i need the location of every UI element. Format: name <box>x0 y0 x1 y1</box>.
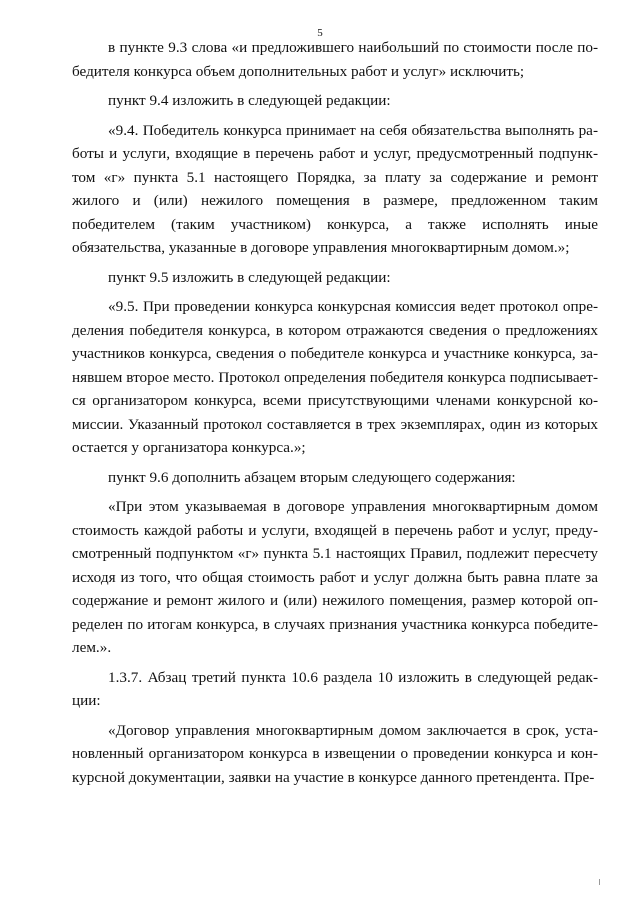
paragraph-9-6-text: «При этом указываемая в договоре управления многоквартирным домом стоимость каждой работы и услуги, входящей в перечень работ и услуг, предусмотренный подпунктом «г» пункта 5.1 настоящих Правил, подлежит пересчету исходя из того, что общая стоимость работ и услуг должна быть равна плате за содержание и ремонт жилого и (или) нежилого помещения, размер которой определен по итогам конкурса, в случаях признания участника конкурса победителем.». <box>72 498 598 656</box>
paragraph-9-6-intro: пункт 9.6 дополнить абзацем вторым следующего содержания: <box>108 468 516 486</box>
paragraph-9-3-amendment: в пункте 9.3 слова «и предложившего наибольший по стоимости после победителя конкурса объем дополнительных работ и услуг» исключить; <box>72 39 598 80</box>
document-body <box>72 36 598 789</box>
page-number: 5 <box>317 27 323 39</box>
paragraph-9-5-intro: пункт 9.5 изложить в следующей редакции: <box>108 268 391 286</box>
scan-mark <box>599 879 600 885</box>
paragraph-9-4-text: «9.4. Победитель конкурса принимает на себя обязательства выполнять работы и услуги, входящие в перечень работ и услуг, предусмотренный подпунктом «г» пункта 5.1 настоящего Порядка, за плату за содержание и ремонт жилого и (или) нежилого помещения в размере, предложенном таким победителем (таким участником) конкурса, а также исполнять иные обязательства, указанные в договоре управления многоквартирным домом.»; <box>72 121 598 256</box>
paragraph-9-4-intro: пункт 9.4 изложить в следующей редакции: <box>108 92 391 109</box>
paragraph-10-6-text: «Договор управления многоквартирным домом заключается в срок, установленный организатором конкурса в извещении о проведении конкурса и конкурсной документации, заявки на участие в конкурсе данного претендента. Пре- <box>72 721 598 786</box>
paragraph-1-3-7-intro: 1.3.7. Абзац третий пункта 10.6 раздела 10 изложить в следующей редакции: <box>72 668 598 709</box>
paragraph-9-5-text: «9.5. При проведении конкурса конкурсная комиссия ведет протокол определения победителя конкурса, в котором отражаются сведения о предложениях участников конкурса, сведения о победителе конкурса и участнике конкурса, занявшем второе место. Протокол определения победителя конкурса подписывается организатором конкурса, всеми присутствующими членами конкурсной комиссии. Указанный протокол составляется в трех экземплярах, один из которых остается у организатора конкурса.»; <box>72 298 598 456</box>
